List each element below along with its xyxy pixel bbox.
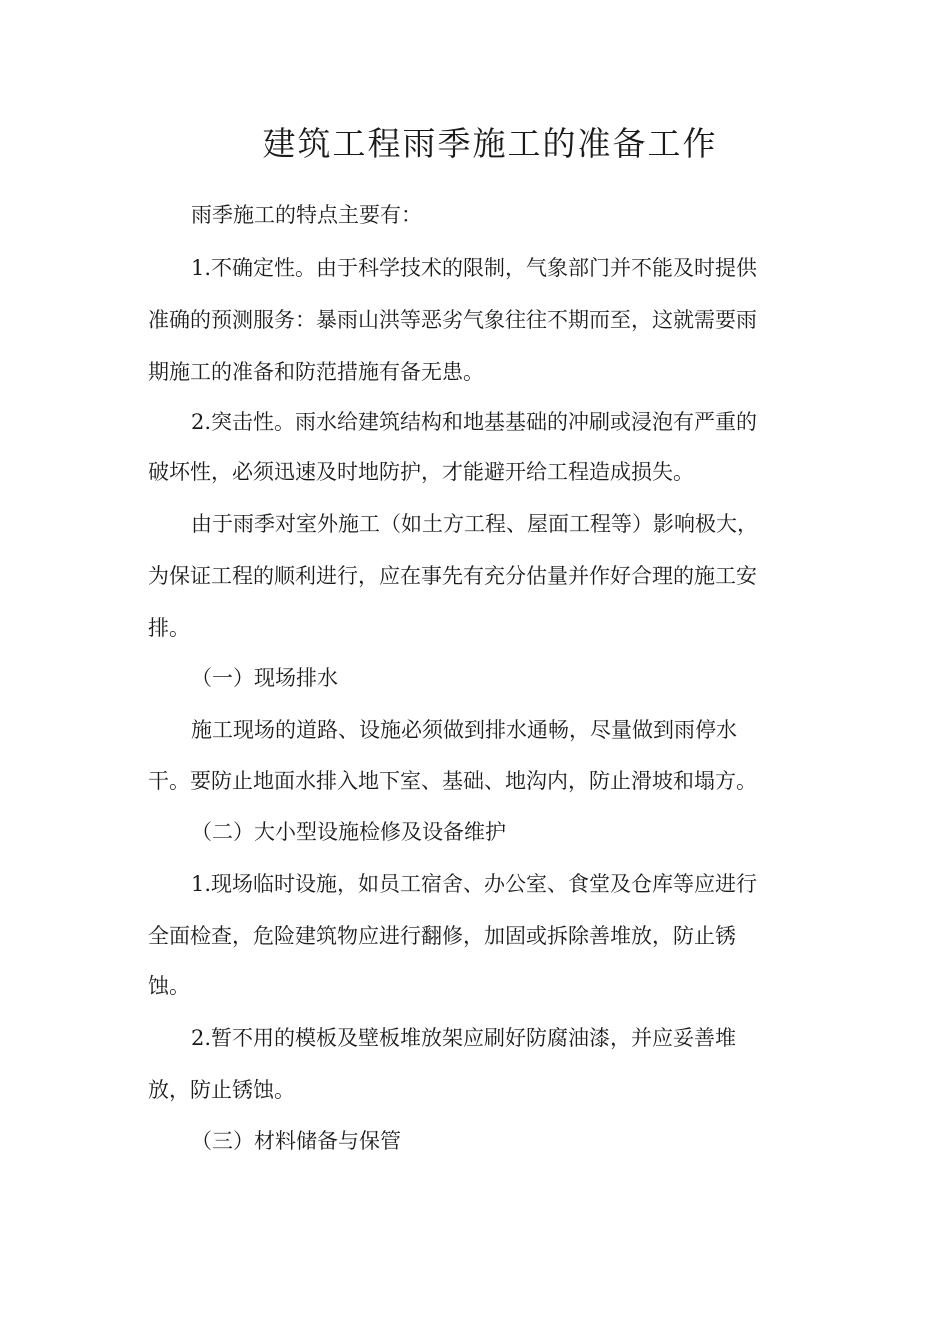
- paragraph-line: 为保证工程的顺利进行，应在事先有充分估量并作好合理的施工安: [148, 564, 757, 588]
- paragraph-line: 2.暂不用的模板及壁板堆放架应刷好防腐油漆，并应妥善堆: [191, 1026, 737, 1050]
- paragraph-line: 破坏性，必须迅速及时地防护，才能避开给工程造成损失。: [148, 460, 694, 484]
- section-heading: （三）材料储备与保管: [191, 1129, 401, 1153]
- paragraph-line: 施工现场的道路、设施必须做到排水通畅，尽量做到雨停水: [191, 718, 737, 742]
- paragraph-line: 2.突击性。雨水给建筑结构和地基基础的冲刷或浸泡有严重的: [191, 410, 758, 434]
- paragraph-line: 雨季施工的特点主要有：: [191, 203, 422, 227]
- section-heading: （二）大小型设施检修及设备维护: [191, 820, 506, 844]
- paragraph-line: 全面检查，危险建筑物应进行翻修，加固或拆除善堆放，防止锈: [148, 924, 736, 948]
- paragraph-line: 干。要防止地面水排入地下室、基础、地沟内，防止滑坡和塌方。: [148, 769, 757, 793]
- paragraph-line: 蚀。: [148, 974, 190, 998]
- paragraph-line: 放，防止锈蚀。: [148, 1078, 295, 1102]
- paragraph-line: 由于雨季对室外施工（如土方工程、屋面工程等）影响极大，: [191, 512, 758, 536]
- section-heading: （一）现场排水: [191, 666, 338, 690]
- document-title: 建筑工程雨季施工的准备工作: [262, 124, 718, 163]
- paragraph-line: 1.不确定性。由于科学技术的限制，气象部门并不能及时提供: [191, 256, 758, 280]
- paragraph-line: 准确的预测服务：暴雨山洪等恶劣气象往往不期而至，这就需要雨: [148, 308, 757, 332]
- paragraph-line: 1.现场临时设施，如员工宿舍、办公室、食堂及仓库等应进行: [191, 872, 758, 896]
- paragraph-line: 期施工的准备和防范措施有备无患。: [148, 360, 484, 384]
- paragraph-line: 排。: [148, 616, 190, 640]
